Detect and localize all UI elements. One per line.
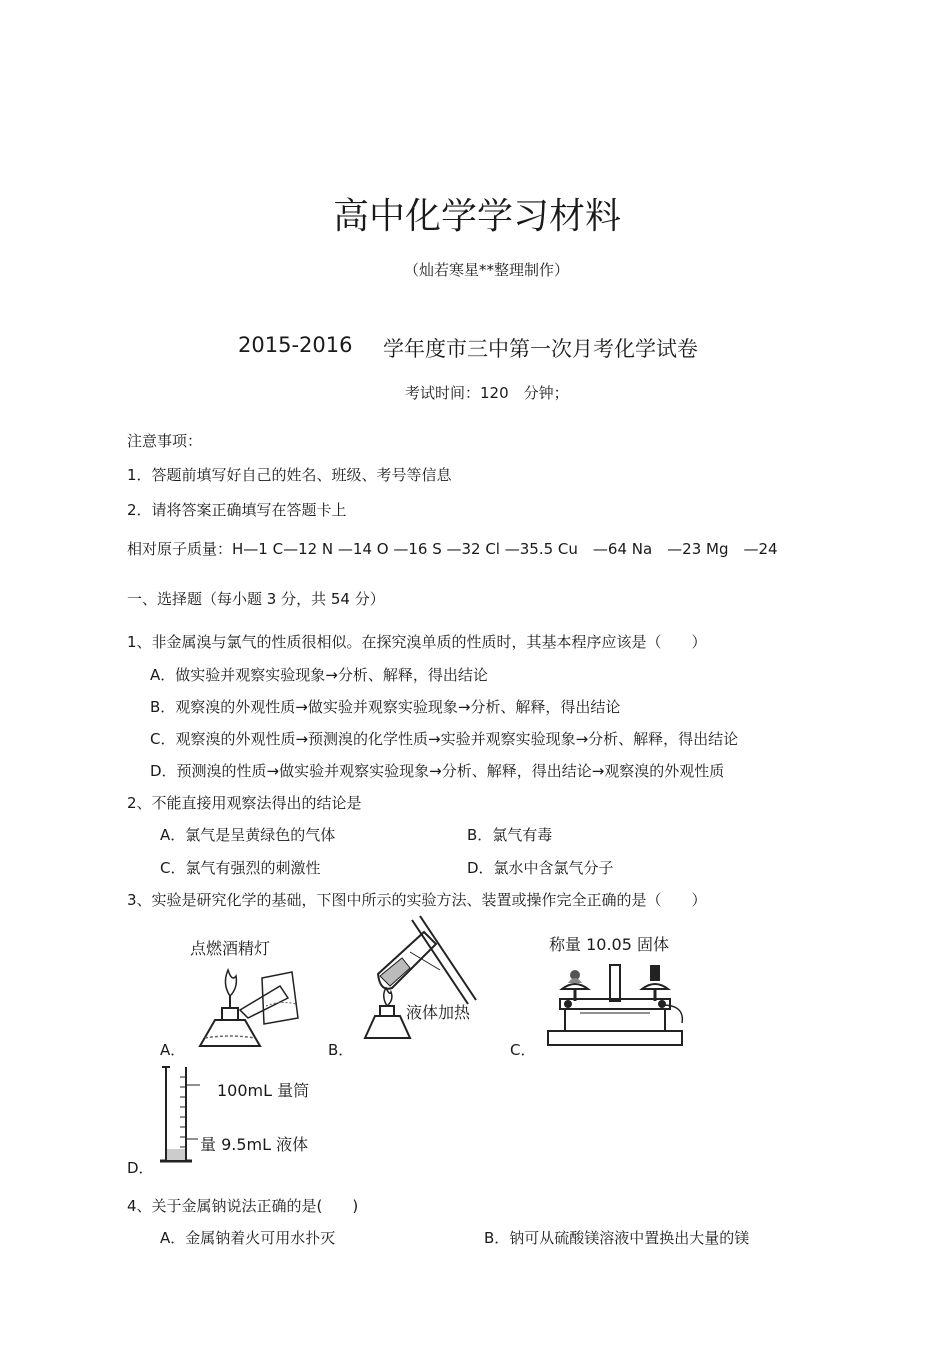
- figure-b-test-tube-heating: [350, 912, 490, 1047]
- question-stem: 4、关于金属钠说法正确的是( ): [127, 1197, 359, 1215]
- figure-d-caption-1: 100mL 量筒: [217, 1081, 310, 1100]
- figure-c-balance: [540, 953, 690, 1053]
- figure-b-letter: B．: [328, 1041, 354, 1059]
- option: B．氯气有毒: [467, 826, 553, 844]
- option: B．钠可从硫酸镁溶液中置换出大量的镁: [484, 1229, 750, 1247]
- figure-c-caption: 称量 10.05 固体: [549, 935, 669, 954]
- notice-item: 1．答题前填写好自己的姓名、班级、考号等信息: [127, 466, 452, 484]
- figure-a-alcohol-lamp: [180, 958, 310, 1053]
- option: D．预测溴的性质→做实验并观察实验现象→分析、解释，得出结论→观察溴的外观性质: [150, 762, 725, 780]
- option: C．观察溴的外观性质→预测溴的化学性质→实验并观察实验现象→分析、解释，得出结论: [150, 730, 739, 748]
- option: A．做实验并观察实验现象→分析、解释，得出结论: [150, 666, 488, 684]
- option: D．氯水中含氯气分子: [467, 859, 614, 877]
- figure-a-caption: 点燃酒精灯: [190, 939, 271, 958]
- figure-c-letter: C．: [510, 1041, 536, 1059]
- figure-d-caption-2: 量 9.5mL 液体: [200, 1135, 309, 1154]
- figure-b-caption: 液体加热: [406, 1003, 471, 1022]
- section-heading: 一、选择题（每小题 3 分，共 54 分）: [127, 590, 385, 608]
- exam-name: 学年度市三中第一次月考化学试卷: [383, 337, 698, 361]
- figure-d-graduated-cylinder: [150, 1063, 210, 1173]
- option: C．氯气有强烈的刺激性: [160, 859, 321, 877]
- option: B．观察溴的外观性质→做实验并观察实验现象→分析、解释，得出结论: [150, 698, 621, 716]
- atomic-mass-line: 相对原子质量：H—1 C—12 N —14 O —16 S —32 Cl —35.5 Cu —64 Na —23 Mg —24: [127, 540, 778, 558]
- page-title: 高中化学学习材料: [333, 196, 622, 237]
- question-stem: 2、不能直接用观察法得出的结论是: [127, 794, 362, 812]
- question-stem: 3、实验是研究化学的基础，下图中所示的实验方法、装置或操作完全正确的是（ ）: [127, 891, 707, 909]
- option: A．金属钠着火可用水扑灭: [160, 1229, 336, 1247]
- notice-item: 2．请将答案正确填写在答题卡上: [127, 501, 347, 519]
- notice-heading: 注意事项：: [127, 432, 203, 450]
- figure-a-letter: A．: [160, 1041, 186, 1059]
- exam-year: 2015-2016: [238, 333, 353, 357]
- author-note: （灿若寒星**整理制作）: [404, 261, 570, 279]
- option: A．氯气是呈黄绿色的气体: [160, 826, 336, 844]
- exam-time: 考试时间：120 分钟；: [405, 384, 569, 402]
- figure-d-letter: D．: [127, 1159, 154, 1177]
- question-stem: 1、非金属溴与氯气的性质很相似。在探究溴单质的性质时，其基本程序应该是（ ）: [127, 633, 707, 651]
